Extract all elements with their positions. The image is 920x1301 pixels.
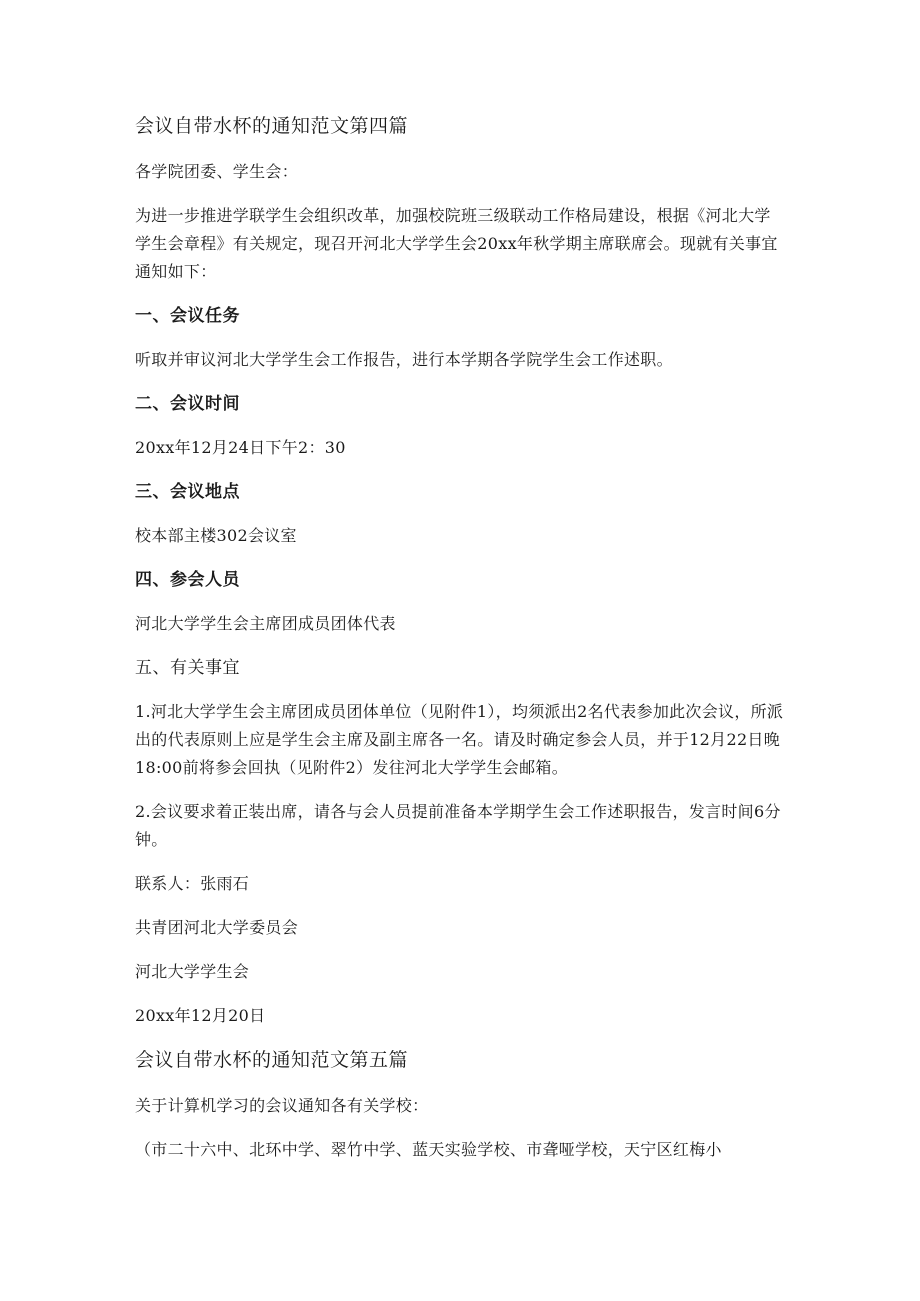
signature-org-2: 河北大学学生会 — [135, 962, 250, 981]
document-page — [135, 112, 785, 1180]
notice-schools-line: （市二十六中、北环中学、翠竹中学、蓝天实验学校、市聋哑学校，天宁区红梅小 — [135, 1140, 722, 1159]
document-title-5: 会议自带水杯的通知范文第五篇 — [135, 1049, 409, 1071]
salutation: 各学院团委、学生会： — [135, 162, 299, 181]
section-heading-location: 三、会议地点 — [135, 482, 240, 502]
signature-org-1: 共青团河北大学委员会 — [135, 918, 299, 937]
section-heading-attendees: 四、参会人员 — [135, 570, 240, 590]
notice-addressee: 关于计算机学习的会议通知各有关学校： — [135, 1096, 429, 1115]
section-body-time: 20xx年12月24日下午2：30 — [135, 438, 346, 457]
contact-line: 联系人：张雨石 — [135, 874, 250, 893]
section-heading-matters: 五、有关事宜 — [135, 658, 240, 678]
section-heading-time: 二、会议时间 — [135, 394, 240, 414]
section-body-attendees: 河北大学学生会主席团成员团体代表 — [135, 614, 396, 633]
matters-item-1: 1.河北大学学生会主席团成员团体单位（见附件1），均须派出2名代表参加此次会议，所派出的代表原则上应是学生会主席及副主席各一名。请及时确定参会人员，并于12月22日晚18:00前将参会回执（见附件2）发往河北大学学生会邮箱。 — [135, 702, 784, 777]
signature-date: 20xx年12月20日 — [135, 1006, 266, 1025]
section-body-location: 校本部主楼302会议室 — [135, 526, 297, 545]
intro-paragraph: 为进一步推进学联学生会组织改革，加强校院班三级联动工作格局建设，根据《河北大学学生会章程》有关规定，现召开河北大学学生会20xx年秋学期主席联席会。现就有关事宜通知如下： — [135, 206, 778, 281]
section-body-task: 听取并审议河北大学学生会工作报告，进行本学期各学院学生会工作述职。 — [135, 350, 673, 369]
matters-item-2: 2.会议要求着正装出席，请各与会人员提前准备本学期学生会工作述职报告，发言时间6分钟。 — [135, 802, 781, 849]
section-heading-task: 一、会议任务 — [135, 306, 240, 326]
document-title-4: 会议自带水杯的通知范文第四篇 — [135, 115, 409, 137]
